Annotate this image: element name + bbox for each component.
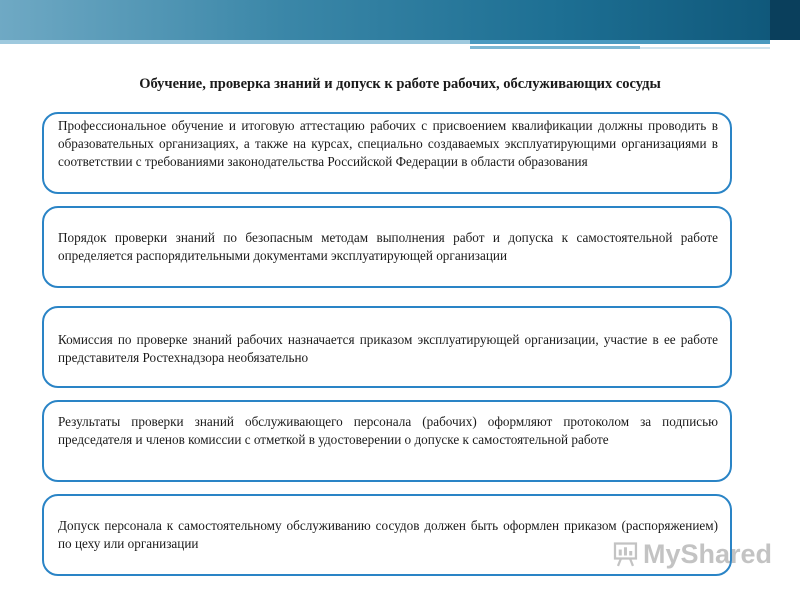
banner-stripe (0, 40, 470, 44)
banner-dark-cap (770, 0, 800, 40)
watermark (612, 534, 772, 574)
info-box-commission: Комиссия по проверке знаний рабочих назначается приказом эксплуатирующей организации, участие в ее работе представителя Ростехнадзора необязательно (42, 306, 732, 388)
banner-stripe (470, 46, 640, 49)
banner-stripe (470, 40, 770, 44)
watermark-text: MyShared (642, 538, 772, 569)
slide-title: Обучение, проверка знаний и допуск к работе рабочих, обслуживающих сосуды (139, 76, 661, 92)
info-box-results: Результаты проверки знаний обслуживающего персонала (рабочих) оформляют протоколом за подписью председателя и членов комиссии с отметкой в удостоверении о допуске к самостоятельной работе (42, 400, 732, 482)
info-box-training: Профессиональное обучение и итоговую аттестацию рабочих с присвоением квалификации должны проводить в образовательных организациях, а также на курсах, специально создаваемых эксплуатирующими организациями в соответствии с требованиями законодательства Российской Федерации в области образования (42, 112, 732, 194)
info-box-admission: Допуск персонала к самостоятельному обслуживанию сосудов должен быть оформлен приказом (распоряжением) по цеху или организации (42, 494, 732, 576)
presentation-board-icon (612, 536, 639, 572)
banner-stripe (640, 47, 770, 49)
info-box-knowledge-check-procedure: Порядок проверки знаний по безопасным методам выполнения работ и допуска к самостоятельной работе определяется распорядительными документами эксплуатирующей организации (42, 206, 732, 288)
top-banner (0, 0, 800, 40)
